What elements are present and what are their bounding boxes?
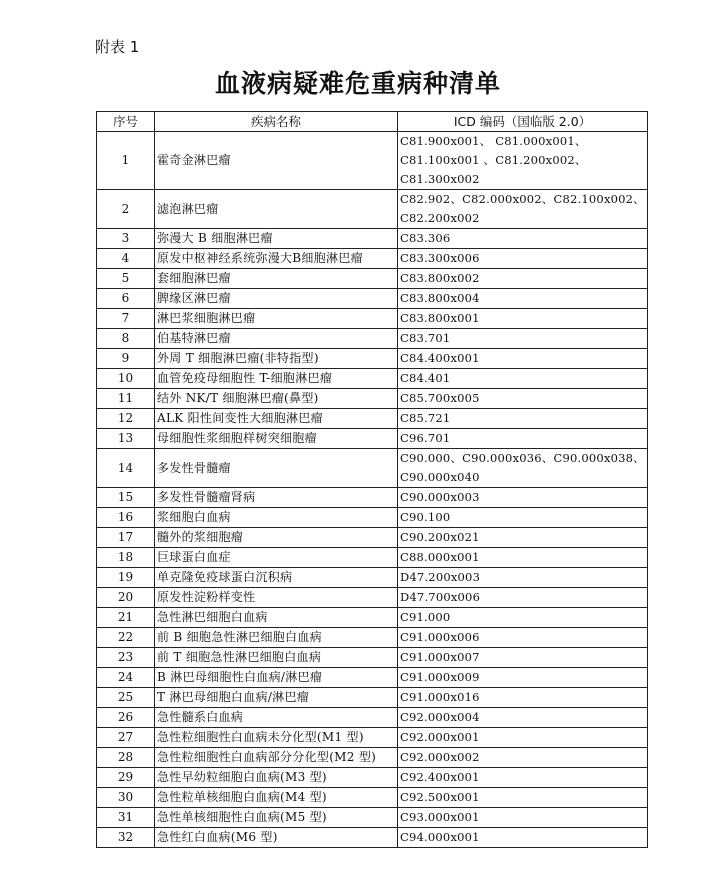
row-disease-name: 结外 NK/T 细胞淋巴瘤(鼻型) xyxy=(155,389,398,409)
row-serial-number: 4 xyxy=(97,249,155,269)
row-serial-number: 22 xyxy=(97,628,155,648)
table-row xyxy=(97,708,648,728)
row-serial-number: 20 xyxy=(97,588,155,608)
row-disease-name: 急性单核细胞性白血病(M5 型) xyxy=(155,808,398,828)
row-serial-number: 7 xyxy=(97,309,155,329)
icd-code-line: C93.000x001 xyxy=(400,810,480,824)
table-row xyxy=(97,389,648,409)
table-row xyxy=(97,668,648,688)
row-icd-code xyxy=(398,249,648,269)
row-serial-number: 16 xyxy=(97,508,155,528)
row-serial-number: 3 xyxy=(97,229,155,249)
row-disease-name: 急性淋巴细胞白血病 xyxy=(155,608,398,628)
row-icd-code xyxy=(398,409,648,429)
row-icd-code xyxy=(398,588,648,608)
row-disease-name: 多发性骨髓瘤 xyxy=(155,449,398,488)
icd-code-line: C83.800x001 xyxy=(400,311,480,325)
table-row xyxy=(97,808,648,828)
icd-code-line: D47.200x003 xyxy=(400,570,481,584)
icd-code-line: C91.000x009 xyxy=(400,670,480,684)
icd-code-line: C85.721 xyxy=(400,411,451,425)
row-serial-number: 32 xyxy=(97,828,155,848)
row-serial-number: 13 xyxy=(97,429,155,449)
table-row xyxy=(97,788,648,808)
header-disease-name: 疾病名称 xyxy=(155,112,398,132)
icd-code-line: C91.000x016 xyxy=(400,690,480,704)
row-serial-number: 14 xyxy=(97,449,155,488)
row-icd-code xyxy=(398,132,648,190)
row-serial-number: 21 xyxy=(97,608,155,628)
row-disease-name: 浆细胞白血病 xyxy=(155,508,398,528)
icd-code-line: C81.100x001 、C81.200x002、 xyxy=(400,153,587,167)
row-disease-name: 前 B 细胞急性淋巴细胞白血病 xyxy=(155,628,398,648)
row-disease-name: T 淋巴母细胞白血病/淋巴瘤 xyxy=(155,688,398,708)
row-icd-code xyxy=(398,568,648,588)
table-row xyxy=(97,190,648,229)
icd-code-line: C92.000x002 xyxy=(400,750,480,764)
header-icd-code: ICD 编码（国临版 2.0） xyxy=(398,112,648,132)
icd-code-line: C90.000x040 xyxy=(400,470,480,484)
disease-table xyxy=(96,111,648,848)
table-row xyxy=(97,768,648,788)
icd-code-line: C81.900x001、 C81.000x001、 xyxy=(400,134,587,148)
table-row xyxy=(97,828,648,848)
table-row xyxy=(97,748,648,768)
table-row xyxy=(97,249,648,269)
row-disease-name: 急性粒细胞性白血病未分化型(M1 型) xyxy=(155,728,398,748)
icd-code-line: C92.000x004 xyxy=(400,710,480,724)
icd-code-line: C90.100 xyxy=(400,510,451,524)
row-serial-number: 30 xyxy=(97,788,155,808)
row-disease-name: 前 T 细胞急性淋巴细胞白血病 xyxy=(155,648,398,668)
row-disease-name: 外周 T 细胞淋巴瘤(非特指型) xyxy=(155,349,398,369)
row-icd-code xyxy=(398,768,648,788)
row-disease-name: 多发性骨髓瘤肾病 xyxy=(155,488,398,508)
row-disease-name: 血管免疫母细胞性 T-细胞淋巴瘤 xyxy=(155,369,398,389)
row-icd-code xyxy=(398,269,648,289)
row-icd-code xyxy=(398,329,648,349)
icd-code-line: C81.300x002 xyxy=(400,172,480,186)
icd-code-line: C94.000x001 xyxy=(400,830,480,844)
row-serial-number: 12 xyxy=(97,409,155,429)
icd-code-line: C84.400x001 xyxy=(400,351,480,365)
row-serial-number: 27 xyxy=(97,728,155,748)
row-serial-number: 11 xyxy=(97,389,155,409)
table-row xyxy=(97,449,648,488)
row-icd-code xyxy=(398,429,648,449)
row-disease-name: 急性红白血病(M6 型) xyxy=(155,828,398,848)
row-icd-code xyxy=(398,808,648,828)
icd-code-line: C88.000x001 xyxy=(400,550,480,564)
row-icd-code xyxy=(398,309,648,329)
icd-code-line: C96.701 xyxy=(400,431,451,445)
icd-code-line: C90.000、C90.000x036、C90.000x038、 xyxy=(400,451,645,465)
table-row xyxy=(97,429,648,449)
icd-code-line: C83.300x006 xyxy=(400,251,480,265)
row-disease-name: 脾缘区淋巴瘤 xyxy=(155,289,398,309)
table-row xyxy=(97,349,648,369)
row-disease-name: 单克隆免疫球蛋白沉积病 xyxy=(155,568,398,588)
row-icd-code xyxy=(398,788,648,808)
row-serial-number: 5 xyxy=(97,269,155,289)
row-disease-name: 原发中枢神经系统弥漫大B细胞淋巴瘤 xyxy=(155,249,398,269)
row-disease-name: 伯基特淋巴瘤 xyxy=(155,329,398,349)
icd-code-line: C91.000x007 xyxy=(400,650,480,664)
document-title: 血液病疑难危重病种清单 xyxy=(214,69,501,98)
table-row xyxy=(97,289,648,309)
row-disease-name: 母细胞性浆细胞样树突细胞瘤 xyxy=(155,429,398,449)
row-icd-code xyxy=(398,708,648,728)
row-disease-name: B 淋巴母细胞性白血病/淋巴瘤 xyxy=(155,668,398,688)
icd-code-line: C90.000x003 xyxy=(400,490,480,504)
row-disease-name: ALK 阳性间变性大细胞淋巴瘤 xyxy=(155,409,398,429)
table-header-row xyxy=(97,112,648,132)
row-serial-number: 15 xyxy=(97,488,155,508)
row-icd-code xyxy=(398,449,648,488)
row-serial-number: 29 xyxy=(97,768,155,788)
row-icd-code xyxy=(398,488,648,508)
row-disease-name: 霍奇金淋巴瘤 xyxy=(155,132,398,190)
row-serial-number: 23 xyxy=(97,648,155,668)
row-serial-number: 31 xyxy=(97,808,155,828)
row-disease-name: 套细胞淋巴瘤 xyxy=(155,269,398,289)
icd-code-line: C92.500x001 xyxy=(400,790,480,804)
icd-code-line: C83.701 xyxy=(400,331,451,345)
row-serial-number: 17 xyxy=(97,528,155,548)
table-row xyxy=(97,508,648,528)
icd-code-line: C84.401 xyxy=(400,371,451,385)
row-serial-number: 24 xyxy=(97,668,155,688)
table-row xyxy=(97,309,648,329)
row-serial-number: 19 xyxy=(97,568,155,588)
row-disease-name: 髓外的浆细胞瘤 xyxy=(155,528,398,548)
table-row xyxy=(97,608,648,628)
icd-code-line: C92.000x001 xyxy=(400,730,480,744)
icd-code-line: C91.000 xyxy=(400,610,451,624)
row-serial-number: 26 xyxy=(97,708,155,728)
header-serial-number: 序号 xyxy=(97,112,155,132)
row-serial-number: 28 xyxy=(97,748,155,768)
row-serial-number: 9 xyxy=(97,349,155,369)
icd-code-line: C83.306 xyxy=(400,231,451,245)
row-icd-code xyxy=(398,608,648,628)
row-disease-name: 弥漫大 B 细胞淋巴瘤 xyxy=(155,229,398,249)
table-row xyxy=(97,229,648,249)
table-row xyxy=(97,568,648,588)
row-serial-number: 8 xyxy=(97,329,155,349)
row-serial-number: 10 xyxy=(97,369,155,389)
icd-code-line: C90.200x021 xyxy=(400,530,480,544)
row-serial-number: 2 xyxy=(97,190,155,229)
row-icd-code xyxy=(398,548,648,568)
row-icd-code xyxy=(398,748,648,768)
row-icd-code xyxy=(398,628,648,648)
row-icd-code xyxy=(398,508,648,528)
icd-code-line: C82.200x002 xyxy=(400,211,480,225)
icd-code-line: D47.700x006 xyxy=(400,590,481,604)
row-icd-code xyxy=(398,728,648,748)
row-serial-number: 18 xyxy=(97,548,155,568)
table-row xyxy=(97,628,648,648)
row-icd-code xyxy=(398,528,648,548)
table-row xyxy=(97,269,648,289)
table-row xyxy=(97,329,648,349)
row-icd-code xyxy=(398,668,648,688)
table-row xyxy=(97,728,648,748)
icd-code-line: C92.400x001 xyxy=(400,770,480,784)
row-disease-name: 滤泡淋巴瘤 xyxy=(155,190,398,229)
row-disease-name: 急性髓系白血病 xyxy=(155,708,398,728)
table-body xyxy=(97,132,648,848)
row-icd-code xyxy=(398,648,648,668)
icd-code-line: C82.902、C82.000x002、C82.100x002、 xyxy=(400,192,645,206)
row-serial-number: 6 xyxy=(97,289,155,309)
icd-code-line: C91.000x006 xyxy=(400,630,480,644)
row-disease-name: 急性粒细胞性白血病部分分化型(M2 型) xyxy=(155,748,398,768)
row-disease-name: 淋巴浆细胞淋巴瘤 xyxy=(155,309,398,329)
row-disease-name: 急性早幼粒细胞白血病(M3 型) xyxy=(155,768,398,788)
row-serial-number: 25 xyxy=(97,688,155,708)
row-disease-name: 巨球蛋白血症 xyxy=(155,548,398,568)
row-icd-code xyxy=(398,349,648,369)
row-icd-code xyxy=(398,828,648,848)
table-row xyxy=(97,648,648,668)
appendix-label: 附表 1 xyxy=(95,38,140,56)
icd-code-line: C83.800x002 xyxy=(400,271,480,285)
icd-code-line: C83.800x004 xyxy=(400,291,480,305)
table-row xyxy=(97,132,648,190)
row-serial-number: 1 xyxy=(97,132,155,190)
table-row xyxy=(97,528,648,548)
row-icd-code xyxy=(398,688,648,708)
row-icd-code xyxy=(398,190,648,229)
icd-code-line: C85.700x005 xyxy=(400,391,480,405)
table-row xyxy=(97,488,648,508)
table-row xyxy=(97,409,648,429)
table-row xyxy=(97,688,648,708)
row-icd-code xyxy=(398,229,648,249)
row-icd-code xyxy=(398,369,648,389)
row-icd-code xyxy=(398,389,648,409)
row-disease-name: 原发性淀粉样变性 xyxy=(155,588,398,608)
table-row xyxy=(97,548,648,568)
table-row xyxy=(97,369,648,389)
table-row xyxy=(97,588,648,608)
row-disease-name: 急性粒单核细胞白血病(M4 型) xyxy=(155,788,398,808)
row-icd-code xyxy=(398,289,648,309)
